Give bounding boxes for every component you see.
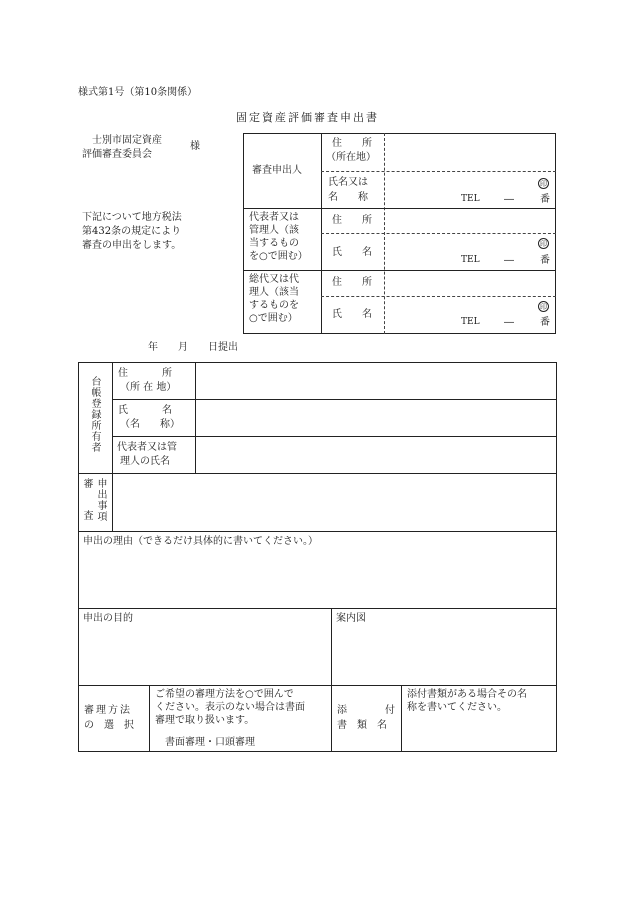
- registry-address-label-sub: （所 在 地）: [120, 382, 177, 393]
- registry-name-label-sub: （名 称）: [120, 419, 180, 430]
- representative-tel-ban: 番: [540, 255, 550, 266]
- joint-rep-address-label: 住 所: [332, 277, 372, 288]
- form-title: 固定資産評価審査申出書: [236, 111, 379, 124]
- registry-name-label: 氏 名: [118, 405, 173, 416]
- submission-date: 年 月 日提出: [148, 342, 238, 353]
- representative-seal-icon: 印: [540, 240, 547, 248]
- applicant-tel-dash: ―: [504, 194, 514, 205]
- addressee-line2: 評価審査委員会: [82, 149, 152, 160]
- form-number: 様式第1号（第10条関係）: [78, 87, 198, 98]
- method-label-sub: の 選 択: [84, 720, 134, 731]
- method-instructions: ご希望の審理方法を○で囲んで ください。表示のない場合は書面 審理で取り扱います。: [155, 689, 305, 726]
- intro-line3: 審査の申出をします。: [82, 240, 182, 251]
- intro-line1: 下記について地方税法: [82, 212, 182, 223]
- registry-rep-label: 代表者又は管: [117, 442, 177, 453]
- applicant-tel-label: TEL: [461, 194, 480, 204]
- attachment-instructions: 添付書類がある場合その名 称を書いてください。: [407, 689, 527, 713]
- representative-tel-label: TEL: [461, 255, 480, 265]
- joint-rep-tel-ban: 番: [540, 317, 550, 328]
- reason-label: 申出の理由（できるだけ具体的に書いてください。）: [83, 536, 318, 547]
- joint-rep-seal-icon: 印: [540, 303, 547, 311]
- representative-address-label: 住 所: [332, 215, 372, 226]
- joint-rep-name-label: 氏 名: [332, 309, 372, 320]
- map-label: 案内図: [336, 613, 366, 624]
- applicant-address-label: 住 所: [332, 138, 372, 149]
- registry-address-label: 住 所: [118, 368, 173, 379]
- addressee-honorific: 様: [190, 141, 200, 152]
- applicant-address-label-sub: （所在地）: [326, 152, 376, 163]
- applicant-section-label: 審査申出人: [252, 165, 302, 176]
- joint-rep-tel-label: TEL: [461, 317, 480, 327]
- representative-name-label: 氏 名: [332, 247, 372, 258]
- intro-line2: 第432条の規定により: [82, 226, 182, 237]
- subject-label-col2: 申出事項: [95, 478, 106, 522]
- joint-rep-section-label: 総代又は代 理人（該当 するものを ○で囲む）: [249, 274, 299, 324]
- method-label: 審理方法: [84, 705, 132, 716]
- subject-label-col1: 審査: [81, 478, 92, 542]
- joint-rep-tel-dash: ―: [504, 317, 514, 328]
- addressee-line1: 士別市固定資産: [92, 135, 162, 146]
- representative-tel-dash: ―: [504, 255, 514, 266]
- applicant-name-label-sub: 名 称: [328, 192, 368, 203]
- method-options: 書面審理・口頭審理: [165, 737, 255, 748]
- applicant-seal-icon: 印: [540, 180, 547, 188]
- attachment-label: 添 付: [337, 705, 397, 716]
- applicant-name-label: 氏名又は: [328, 177, 368, 188]
- purpose-label: 申出の目的: [83, 613, 133, 624]
- registry-rep-label-sub: 理人の氏名: [120, 456, 170, 467]
- registry-side-label: 台帳登録所有者: [89, 376, 100, 453]
- representative-section-label: 代表者又は 管理人（該 当するもの を○で囲む）: [249, 212, 308, 262]
- attachment-label-sub: 書 類 名: [337, 720, 387, 731]
- applicant-tel-ban: 番: [540, 194, 550, 205]
